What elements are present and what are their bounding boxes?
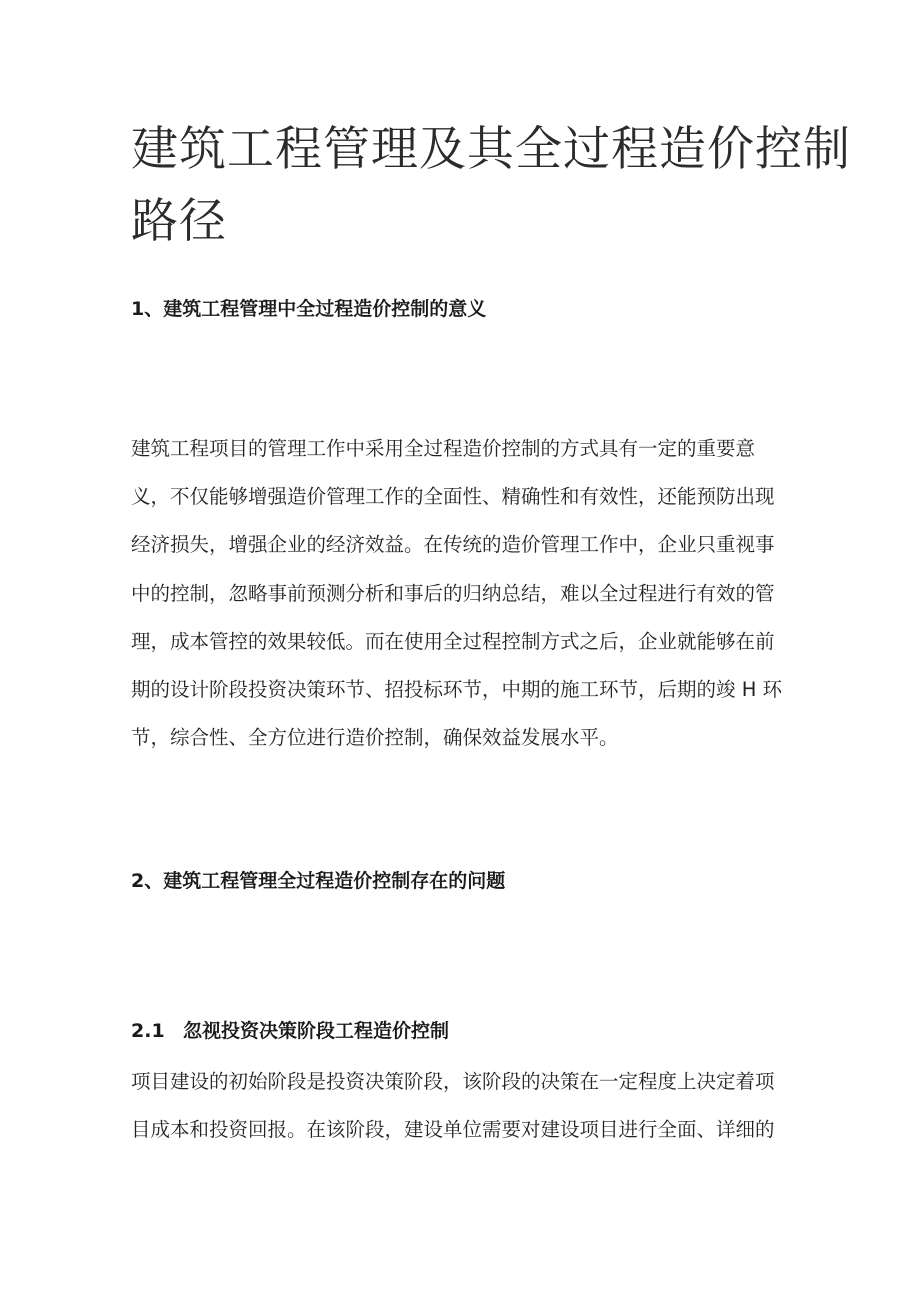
paragraph-line: 目成本和投资回报。在该阶段，建设单位需要对建设项目进行全面、详细的	[131, 1118, 775, 1142]
section-1-heading: 1、建筑工程管理中全过程造价控制的意义	[131, 298, 487, 320]
subsection-2-1-paragraph	[131, 1058, 775, 1154]
paragraph-line: 经济损失，增强企业的经济效益。在传统的造价管理工作中，企业只重视事	[131, 533, 775, 557]
title-line: 建筑工程管理及其全过程造价控制	[131, 122, 851, 177]
paragraph-line: 节，综合性、全方位进行造价控制，确保效益发展水平。	[131, 726, 619, 750]
section-2-heading: 2、建筑工程管理全过程造价控制存在的问题	[131, 870, 506, 892]
paragraph-line: 中的控制，忽略事前预测分析和事后的归纳总结，难以全过程进行有效的管	[131, 581, 775, 605]
paragraph-line: 理，成本管控的效果较低。而在使用全过程控制方式之后，企业就能够在前	[131, 629, 775, 653]
paragraph-line: 义，不仅能够增强造价管理工作的全面性、精确性和有效性，还能预防出现	[131, 485, 775, 509]
paragraph-line: 建筑工程项目的管理工作中采用全过程造价控制的方式具有一定的重要意	[131, 437, 756, 460]
subsection-title: 忽视投资决策阶段工程造价控制	[183, 1020, 450, 1042]
paragraph-line: 项目建设的初始阶段是投资决策阶段，该阶段的决策在一定程度上决定着项	[131, 1070, 775, 1093]
document-title	[131, 114, 851, 258]
title-line: 路径	[131, 194, 227, 249]
subsection-number: 2.1	[131, 1020, 165, 1042]
paragraph-line: 期的设计阶段投资决策环节、招投标环节，中期的施工环节，后期的竣 H 环	[131, 678, 783, 702]
section-1-paragraph	[131, 425, 782, 762]
subsection-2-1-heading	[131, 1016, 449, 1046]
